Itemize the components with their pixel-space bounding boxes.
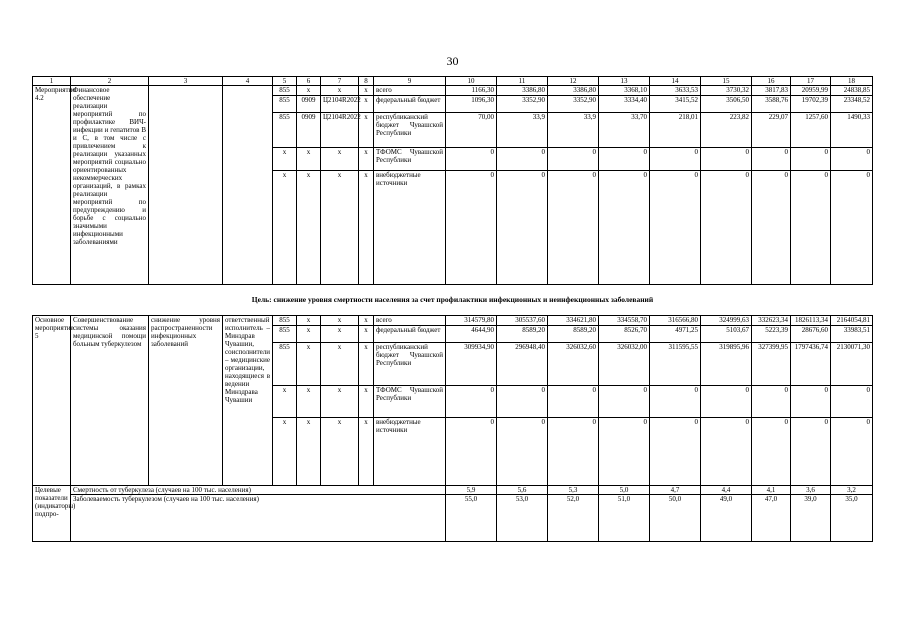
funding-value: 3386,80	[497, 86, 548, 96]
section-code: x	[297, 326, 321, 343]
funding-value: 0	[752, 171, 791, 285]
indicator-value: 4,1	[752, 486, 791, 495]
indicators-title: Целевые показатели (индикаторы) подпро-	[33, 486, 71, 542]
funding-source: всего	[374, 316, 446, 326]
grbs-code: x	[273, 148, 297, 171]
column-number: 18	[831, 77, 873, 86]
column-number: 12	[548, 77, 599, 86]
funding-value: 1826113,34	[791, 316, 831, 326]
budget-row	[33, 86, 873, 96]
funding-value: 334558,70	[599, 316, 650, 326]
indicator-value: 52,0	[548, 495, 599, 542]
target-article-code: x	[321, 171, 359, 285]
funding-value: 327399,95	[752, 343, 791, 386]
funding-source: республиканский бюджет Чувашской Республики	[374, 343, 446, 386]
funding-value: 0	[791, 418, 831, 486]
funding-value: 5223,39	[752, 326, 791, 343]
column-number: 3	[149, 77, 223, 86]
funding-value: 0	[599, 148, 650, 171]
funding-value: 0	[497, 386, 548, 418]
funding-value: 326032,00	[599, 343, 650, 386]
funding-value: 8589,20	[497, 326, 548, 343]
measure-name: Основное мероприятие 5	[33, 316, 71, 486]
grbs-code: 855	[273, 113, 297, 148]
indicator-value: 5,0	[599, 486, 650, 495]
funding-source: внебюджетные источники	[374, 171, 446, 285]
funding-value: 0	[791, 148, 831, 171]
funding-value: 3817,83	[752, 86, 791, 96]
expense-type-code: x	[359, 326, 374, 343]
funding-value: 334621,80	[548, 316, 599, 326]
grbs-code: 855	[273, 343, 297, 386]
funding-source: федеральный бюджет	[374, 326, 446, 343]
section-code: x	[297, 86, 321, 96]
section-code: 0909	[297, 113, 321, 148]
page-number: 30	[446, 54, 459, 68]
funding-value: 305537,60	[497, 316, 548, 326]
funding-value: 1797436,74	[791, 343, 831, 386]
funding-value: 0	[497, 418, 548, 486]
funding-value: 33,70	[599, 113, 650, 148]
expense-type-code: x	[359, 86, 374, 96]
funding-value: 326032,60	[548, 343, 599, 386]
column-number: 11	[497, 77, 548, 86]
indicator-value: 5,9	[446, 486, 497, 495]
funding-value: 0	[497, 148, 548, 171]
funding-value: 33,9	[497, 113, 548, 148]
measure-description: Совершенствование системы оказания медицинской помощи больным туберкулезом	[71, 316, 149, 486]
funding-value: 0	[497, 171, 548, 285]
funding-value: 4971,25	[650, 326, 701, 343]
column-number: 2	[71, 77, 149, 86]
target-article-code: Ц2104R2022	[321, 96, 359, 113]
grbs-code: 855	[273, 96, 297, 113]
funding-value: 0	[650, 148, 701, 171]
measure-description: Финансовое обеспечение реализации мероприятий по профилактике ВИЧ-инфекции и гепатитов В и С, в том числе с привлечением к реализации указанных мероприятий социально ориентированных некоммерческих организаций, в рамках реализации мероприятий по предупреждению и борьбе с социально значимыми инфекционными заболеваниями	[71, 86, 149, 285]
measure-name: Мероприятие 4.2	[33, 86, 71, 285]
funding-value: 3352,90	[497, 96, 548, 113]
funding-value: 3334,40	[599, 96, 650, 113]
column-number: 10	[446, 77, 497, 86]
funding-value: 0	[831, 386, 873, 418]
funding-value: 3633,53	[650, 86, 701, 96]
funding-value: 0	[650, 386, 701, 418]
indicator-row	[33, 495, 873, 542]
indicator-label: Заболеваемость туберкулезом (случаев на 100 тыс. населения)	[71, 495, 446, 542]
column-number: 14	[650, 77, 701, 86]
indicator-value: 47,0	[752, 495, 791, 542]
funding-value: 309934,90	[446, 343, 497, 386]
column-number: 15	[701, 77, 752, 86]
funding-value: 5103,67	[701, 326, 752, 343]
funding-value: 0	[701, 171, 752, 285]
funding-value: 0	[831, 171, 873, 285]
target-article-code: x	[321, 86, 359, 96]
funding-value: 0	[791, 171, 831, 285]
funding-value: 2164054,81	[831, 316, 873, 326]
column-number-row	[33, 77, 873, 86]
expense-type-code: x	[359, 113, 374, 148]
funding-value: 0	[548, 171, 599, 285]
funding-value: 3730,32	[701, 86, 752, 96]
indicator-value: 39,0	[791, 495, 831, 542]
indicator-value: 55,0	[446, 495, 497, 542]
column-number: 5	[273, 77, 297, 86]
target-article-code: x	[321, 316, 359, 326]
column-number: 9	[374, 77, 446, 86]
indicator-value: 3,2	[831, 486, 873, 495]
funding-value: 0	[446, 171, 497, 285]
funding-value: 0	[791, 386, 831, 418]
section-code: x	[297, 316, 321, 326]
funding-value: 0	[548, 386, 599, 418]
funding-value: 218,01	[650, 113, 701, 148]
grbs-code: x	[273, 386, 297, 418]
funding-source: федеральный бюджет	[374, 96, 446, 113]
column-number: 8	[359, 77, 374, 86]
funding-value: 0	[548, 418, 599, 486]
funding-value: 324999,63	[701, 316, 752, 326]
funding-value: 1166,30	[446, 86, 497, 96]
funding-source: внебюджетные источники	[374, 418, 446, 486]
column-number: 17	[791, 77, 831, 86]
funding-value: 0	[599, 386, 650, 418]
target-article-code: x	[321, 148, 359, 171]
funding-value: 1096,30	[446, 96, 497, 113]
target-article-code: Ц2104R2022	[321, 113, 359, 148]
indicator-value: 3,6	[791, 486, 831, 495]
target-article-code: x	[321, 418, 359, 486]
column-number: 7	[321, 77, 359, 86]
funding-value: 3386,80	[548, 86, 599, 96]
funding-value: 296948,40	[497, 343, 548, 386]
funding-value: 223,82	[701, 113, 752, 148]
column-number: 16	[752, 77, 791, 86]
indicator-value: 51,0	[599, 495, 650, 542]
grbs-code: x	[273, 418, 297, 486]
section-code: x	[297, 343, 321, 386]
funding-value: 3368,10	[599, 86, 650, 96]
column-number: 13	[599, 77, 650, 86]
funding-value: 4644,90	[446, 326, 497, 343]
indicator-value: 5,6	[497, 486, 548, 495]
expense-type-code: x	[359, 148, 374, 171]
funding-value: 8589,20	[548, 326, 599, 343]
indicator-label: Смертность от туберкулеза (случаев на 100 тыс. населения)	[71, 486, 446, 495]
funding-value: 3588,76	[752, 96, 791, 113]
funding-value: 0	[752, 386, 791, 418]
funding-value: 0	[599, 171, 650, 285]
expense-type-code: x	[359, 96, 374, 113]
funding-value: 28676,60	[791, 326, 831, 343]
funding-value: 0	[752, 418, 791, 486]
indicator-value: 50,0	[650, 495, 701, 542]
grbs-code: 855	[273, 316, 297, 326]
expense-type-code: x	[359, 171, 374, 285]
funding-value: 0	[831, 148, 873, 171]
funding-value: 24838,85	[831, 86, 873, 96]
funding-source: республиканский бюджет Чувашской Республики	[374, 113, 446, 148]
funding-value: 0	[701, 386, 752, 418]
funding-value: 2130071,30	[831, 343, 873, 386]
funding-value: 70,00	[446, 113, 497, 148]
funding-value: 3352,90	[548, 96, 599, 113]
funding-value: 33983,51	[831, 326, 873, 343]
indicator-value: 5,3	[548, 486, 599, 495]
column-number: 6	[297, 77, 321, 86]
budget-table	[32, 76, 873, 542]
indicator-value: 53,0	[497, 495, 548, 542]
funding-value: 1257,60	[791, 113, 831, 148]
grbs-code: 855	[273, 86, 297, 96]
indicator-value: 49,0	[701, 495, 752, 542]
expense-type-code: x	[359, 386, 374, 418]
goal-row	[33, 285, 873, 316]
funding-source: ТФОМС Чувашской Республики	[374, 386, 446, 418]
target-article-code: x	[321, 326, 359, 343]
indicator-row	[33, 486, 873, 495]
indicator-value: 35,0	[831, 495, 873, 542]
goal-text: Цель: снижение уровня смертности населения за счет профилактики инфекционных и неинфекционных заболеваний	[33, 285, 873, 316]
funding-value: 0	[599, 418, 650, 486]
funding-value: 8526,70	[599, 326, 650, 343]
grbs-code: x	[273, 171, 297, 285]
funding-value: 3415,52	[650, 96, 701, 113]
expense-type-code: x	[359, 418, 374, 486]
funding-value: 316566,80	[650, 316, 701, 326]
funding-value: 0	[752, 148, 791, 171]
funding-value: 314579,80	[446, 316, 497, 326]
funding-value: 19702,39	[791, 96, 831, 113]
measure-responsible: ответственный исполнитель – Минздрав Чувашии, соисполнители – медицинские организации, находящиеся в ведении Минздрава Чувашии	[223, 316, 273, 486]
funding-value: 0	[446, 418, 497, 486]
target-article-code: x	[321, 343, 359, 386]
funding-value: 0	[650, 418, 701, 486]
section-code: x	[297, 171, 321, 285]
funding-value: 0	[446, 386, 497, 418]
section-code: x	[297, 418, 321, 486]
funding-value: 1490,33	[831, 113, 873, 148]
funding-value: 332623,34	[752, 316, 791, 326]
indicator-value: 4,4	[701, 486, 752, 495]
funding-value: 319895,96	[701, 343, 752, 386]
funding-value: 0	[701, 148, 752, 171]
funding-value: 33,9	[548, 113, 599, 148]
funding-value: 23348,52	[831, 96, 873, 113]
funding-value: 229,07	[752, 113, 791, 148]
grbs-code: 855	[273, 326, 297, 343]
section-code: x	[297, 386, 321, 418]
section-code: x	[297, 148, 321, 171]
funding-value: 3506,50	[701, 96, 752, 113]
funding-value: 20959,99	[791, 86, 831, 96]
expense-type-code: x	[359, 316, 374, 326]
funding-value: 0	[831, 418, 873, 486]
funding-source: ТФОМС Чувашской Республики	[374, 148, 446, 171]
measure-effect	[149, 86, 223, 285]
section-code: 0909	[297, 96, 321, 113]
funding-source: всего	[374, 86, 446, 96]
column-number: 1	[33, 77, 71, 86]
measure-effect: снижение уровня распространенности инфекционных заболеваний	[149, 316, 223, 486]
target-article-code: x	[321, 386, 359, 418]
expense-type-code: x	[359, 343, 374, 386]
column-number: 4	[223, 77, 273, 86]
measure-responsible	[223, 86, 273, 285]
funding-value: 0	[548, 148, 599, 171]
funding-value: 0	[446, 148, 497, 171]
funding-value: 311595,55	[650, 343, 701, 386]
funding-value: 0	[650, 171, 701, 285]
funding-value: 0	[701, 418, 752, 486]
budget-row	[33, 316, 873, 326]
indicator-value: 4,7	[650, 486, 701, 495]
